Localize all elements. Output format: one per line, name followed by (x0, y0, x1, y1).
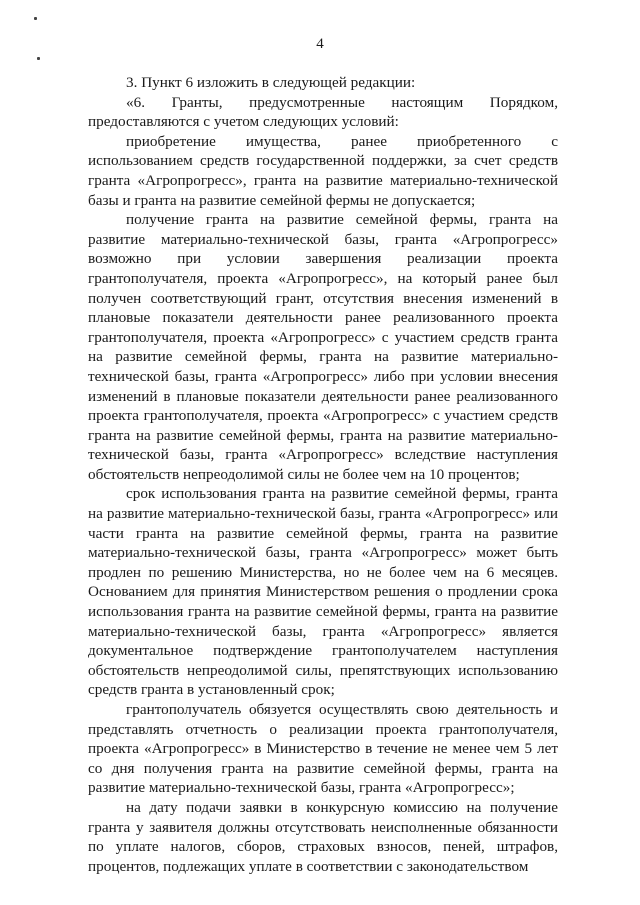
paragraph-grants-conditions: «6. Гранты, предусмотренные настоящим Порядком, предоставляются с учетом следующих условий: (88, 93, 558, 131)
paragraph-item-3-heading: 3. Пункт 6 изложить в следующей редакции: (126, 74, 416, 91)
paragraph-reporting-obligation: грантополучатель обязуется осуществлять свою деятельность и представлять отчетность о реализации проекта грантополучателя, проекта «Агропрогресс» в Министерство в течение не менее чем 5 лет со дня получения гранта на развитие семейной фермы, гранта на развитие материально-технической базы, гранта «Агропрогресс»; (88, 701, 558, 797)
paragraph-grant-receipt-conditions: получение гранта на развитие семейной фермы, гранта на развитие материально-технической базы, гранта «Агропрогресс» возможно при условии завершения реализации проекта грантополучателя, проекта «Агропрогресс», на который ранее был получен соответствующий грант, отсутствия внесения изменений в плановые показатели деятельности ранее реализованного проекта грантополучателя, проекта «Агропрогресс» с участием средств гранта на развитие семейной фермы, гранта на развитие материально-технической базы, гранта «Агропрогресс» либо при условии внесения изменений в плановые показатели деятельности ранее реализованного проекта грантополучателя, проекта «Агропрогресс» с участием средств гранта на развитие семейной фермы, гранта на развитие материально-технической базы, гранта «Агропрогресс» вследствие наступления обстоятельств непреодолимой силы не более чем на 10 процентов; (88, 211, 558, 483)
paragraph-grant-usage-term: срок использования гранта на развитие семейной фермы, гранта на развитие материально-технической базы, гранта «Агропрогресс» или части гранта на развитие семейной фермы, гранта на развитие материально-технической базы, гранта «Агропрогресс» может быть продлен по решению Министерства, но не более чем на 6 месяцев. Основанием для принятия Министерством решения о продлении срока использования гранта на развитие семейной фермы, гранта на развитие материально-технической базы, гранта «Агропрогресс» является документальное подтверждение грантополучателем наступления обстоятельств непреодолимой силы, препятствующих использованию средств гранта в установленный срок; (88, 485, 558, 699)
paragraph-tax-obligations: на дату подачи заявки в конкурсную комиссию на получение гранта у заявителя должны отсутствовать неисполненные обязанности по уплате налогов, сборов, страховых взносов, пеней, штрафов, процентов, подлежащих уплате в соответствии с законодательством (88, 798, 558, 875)
scan-artifact-dot (37, 57, 40, 60)
page-number: 4 (316, 36, 324, 52)
scan-artifact-dot (34, 17, 37, 20)
document-body (88, 73, 558, 876)
paragraph-property-purchase: приобретение имущества, ранее приобретенного с использованием средств государственной поддержки, за счет средств гранта «Агропрогресс», гранта на развитие материально-технической базы и гранта на развитие семейной фермы не допускается; (88, 132, 558, 209)
